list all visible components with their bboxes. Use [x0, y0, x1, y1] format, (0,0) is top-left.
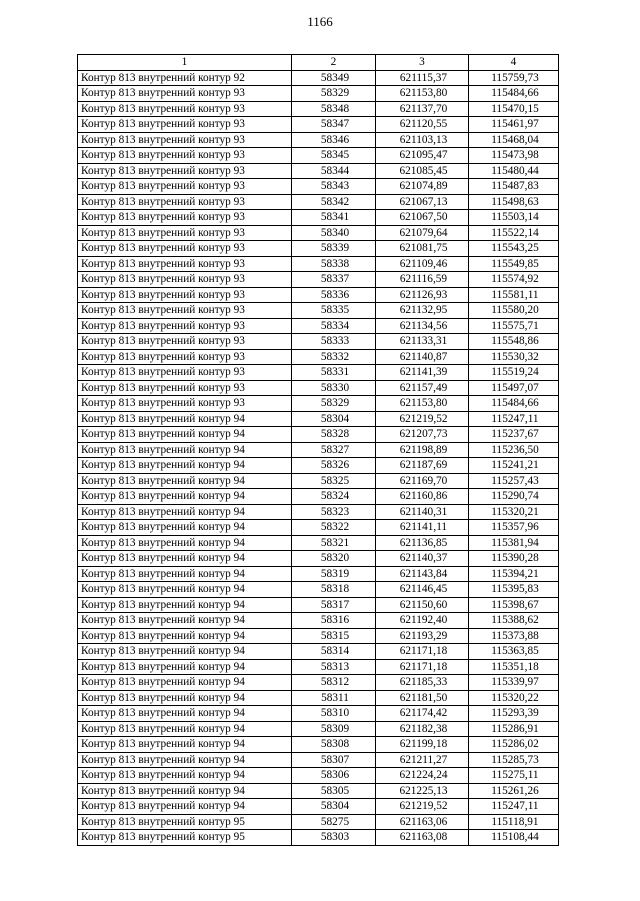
x-coordinate-cell: 621067,13 [376, 194, 469, 210]
table-row [78, 659, 559, 675]
point-number-cell: 58347 [292, 117, 376, 133]
contour-name-cell: Контур 813 внутренний контур 95 [78, 814, 292, 830]
contour-name-cell: Контур 813 внутренний контур 93 [78, 365, 292, 381]
table-row [78, 814, 559, 830]
point-number-cell: 58304 [292, 799, 376, 815]
table-row [78, 737, 559, 753]
contour-name-cell: Контур 813 внутренний контур 93 [78, 318, 292, 334]
y-coordinate-cell: 115290,74 [469, 489, 559, 505]
column-header: 3 [376, 55, 469, 71]
x-coordinate-cell: 621120,55 [376, 117, 469, 133]
x-coordinate-cell: 621207,73 [376, 427, 469, 443]
contour-name-cell: Контур 813 внутренний контур 93 [78, 349, 292, 365]
point-number-cell: 58335 [292, 303, 376, 319]
y-coordinate-cell: 115548,86 [469, 334, 559, 350]
point-number-cell: 58342 [292, 194, 376, 210]
point-number-cell: 58332 [292, 349, 376, 365]
table-row [78, 179, 559, 195]
y-coordinate-cell: 115503,14 [469, 210, 559, 226]
contour-name-cell: Контур 813 внутренний контур 93 [78, 101, 292, 117]
contour-name-cell: Контур 813 внутренний контур 94 [78, 799, 292, 815]
point-number-cell: 58349 [292, 70, 376, 86]
contour-name-cell: Контур 813 внутренний контур 94 [78, 737, 292, 753]
column-header: 2 [292, 55, 376, 71]
x-coordinate-cell: 621219,52 [376, 411, 469, 427]
y-coordinate-cell: 115241,21 [469, 458, 559, 474]
y-coordinate-cell: 115339,97 [469, 675, 559, 691]
x-coordinate-cell: 621225,13 [376, 783, 469, 799]
point-number-cell: 58328 [292, 427, 376, 443]
point-number-cell: 58341 [292, 210, 376, 226]
table-row [78, 597, 559, 613]
contour-name-cell: Контур 813 внутренний контур 94 [78, 535, 292, 551]
point-number-cell: 58329 [292, 396, 376, 412]
x-coordinate-cell: 621171,18 [376, 659, 469, 675]
contour-name-cell: Контур 813 внутренний контур 93 [78, 241, 292, 257]
table-row [78, 241, 559, 257]
y-coordinate-cell: 115543,25 [469, 241, 559, 257]
x-coordinate-cell: 621141,39 [376, 365, 469, 381]
contour-name-cell: Контур 813 внутренний контур 93 [78, 117, 292, 133]
table-row [78, 380, 559, 396]
table-row [78, 396, 559, 412]
x-coordinate-cell: 621134,56 [376, 318, 469, 334]
y-coordinate-cell: 115484,66 [469, 396, 559, 412]
table-row [78, 458, 559, 474]
point-number-cell: 58326 [292, 458, 376, 474]
y-coordinate-cell: 115487,83 [469, 179, 559, 195]
contour-name-cell: Контур 813 внутренний контур 93 [78, 225, 292, 241]
point-number-cell: 58345 [292, 148, 376, 164]
point-number-cell: 58323 [292, 504, 376, 520]
x-coordinate-cell: 621169,70 [376, 473, 469, 489]
y-coordinate-cell: 115285,73 [469, 752, 559, 768]
y-coordinate-cell: 115519,24 [469, 365, 559, 381]
x-coordinate-cell: 621143,84 [376, 566, 469, 582]
x-coordinate-cell: 621150,60 [376, 597, 469, 613]
x-coordinate-cell: 621199,18 [376, 737, 469, 753]
x-coordinate-cell: 621224,24 [376, 768, 469, 784]
x-coordinate-cell: 621181,50 [376, 690, 469, 706]
x-coordinate-cell: 621133,31 [376, 334, 469, 350]
contour-name-cell: Контур 813 внутренний контур 93 [78, 303, 292, 319]
table-row [78, 427, 559, 443]
y-coordinate-cell: 115247,11 [469, 799, 559, 815]
contour-name-cell: Контур 813 внутренний контур 94 [78, 551, 292, 567]
table-row [78, 256, 559, 272]
contour-name-cell: Контур 813 внутренний контур 93 [78, 148, 292, 164]
y-coordinate-cell: 115497,07 [469, 380, 559, 396]
point-number-cell: 58313 [292, 659, 376, 675]
x-coordinate-cell: 621136,85 [376, 535, 469, 551]
table-row [78, 799, 559, 815]
contour-name-cell: Контур 813 внутренний контур 94 [78, 489, 292, 505]
contour-name-cell: Контур 813 внутренний контур 94 [78, 411, 292, 427]
y-coordinate-cell: 115390,28 [469, 551, 559, 567]
contour-name-cell: Контур 813 внутренний контур 94 [78, 721, 292, 737]
x-coordinate-cell: 621163,06 [376, 814, 469, 830]
point-number-cell: 58305 [292, 783, 376, 799]
y-coordinate-cell: 115108,44 [469, 830, 559, 846]
x-coordinate-cell: 621160,86 [376, 489, 469, 505]
contour-name-cell: Контур 813 внутренний контур 93 [78, 132, 292, 148]
column-header: 1 [78, 55, 292, 71]
x-coordinate-cell: 621081,75 [376, 241, 469, 257]
x-coordinate-cell: 621153,80 [376, 86, 469, 102]
y-coordinate-cell: 115470,15 [469, 101, 559, 117]
table-row [78, 272, 559, 288]
contour-name-cell: Контур 813 внутренний контур 94 [78, 644, 292, 660]
table-row [78, 132, 559, 148]
contour-name-cell: Контур 813 внутренний контур 94 [78, 566, 292, 582]
x-coordinate-cell: 621157,49 [376, 380, 469, 396]
y-coordinate-cell: 115581,11 [469, 287, 559, 303]
y-coordinate-cell: 115498,63 [469, 194, 559, 210]
y-coordinate-cell: 115461,97 [469, 117, 559, 133]
table-row [78, 504, 559, 520]
table-row [78, 690, 559, 706]
table-row [78, 163, 559, 179]
y-coordinate-cell: 115320,21 [469, 504, 559, 520]
y-coordinate-cell: 115247,11 [469, 411, 559, 427]
x-coordinate-cell: 621079,64 [376, 225, 469, 241]
point-number-cell: 58318 [292, 582, 376, 598]
y-coordinate-cell: 115275,11 [469, 768, 559, 784]
x-coordinate-cell: 621187,69 [376, 458, 469, 474]
x-coordinate-cell: 621182,38 [376, 721, 469, 737]
point-number-cell: 58317 [292, 597, 376, 613]
y-coordinate-cell: 115484,66 [469, 86, 559, 102]
y-coordinate-cell: 115373,88 [469, 628, 559, 644]
y-coordinate-cell: 115394,21 [469, 566, 559, 582]
table-row [78, 210, 559, 226]
x-coordinate-cell: 621219,52 [376, 799, 469, 815]
contour-name-cell: Контур 813 внутренний контур 93 [78, 380, 292, 396]
x-coordinate-cell: 621132,95 [376, 303, 469, 319]
table-row [78, 675, 559, 691]
table-row [78, 520, 559, 536]
contour-name-cell: Контур 813 внутренний контур 94 [78, 520, 292, 536]
x-coordinate-cell: 621140,37 [376, 551, 469, 567]
point-number-cell: 58307 [292, 752, 376, 768]
point-number-cell: 58320 [292, 551, 376, 567]
x-coordinate-cell: 621067,50 [376, 210, 469, 226]
contour-name-cell: Контур 813 внутренний контур 93 [78, 287, 292, 303]
x-coordinate-cell: 621109,46 [376, 256, 469, 272]
table-row [78, 752, 559, 768]
point-number-cell: 58308 [292, 737, 376, 753]
x-coordinate-cell: 621116,59 [376, 272, 469, 288]
contour-name-cell: Контур 813 внутренний контур 93 [78, 194, 292, 210]
contour-name-cell: Контур 813 внутренний контур 94 [78, 690, 292, 706]
point-number-cell: 58322 [292, 520, 376, 536]
table-row [78, 148, 559, 164]
y-coordinate-cell: 115381,94 [469, 535, 559, 551]
contour-name-cell: Контур 813 внутренний контур 94 [78, 628, 292, 644]
point-number-cell: 58334 [292, 318, 376, 334]
table-row [78, 551, 559, 567]
x-coordinate-cell: 621211,27 [376, 752, 469, 768]
contour-name-cell: Контур 813 внутренний контур 93 [78, 86, 292, 102]
table-row [78, 566, 559, 582]
point-number-cell: 58340 [292, 225, 376, 241]
contour-name-cell: Контур 813 внутренний контур 92 [78, 70, 292, 86]
y-coordinate-cell: 115257,43 [469, 473, 559, 489]
table-row [78, 86, 559, 102]
point-number-cell: 58330 [292, 380, 376, 396]
contour-name-cell: Контур 813 внутренний контур 93 [78, 272, 292, 288]
table-row [78, 830, 559, 846]
y-coordinate-cell: 115480,44 [469, 163, 559, 179]
point-number-cell: 58336 [292, 287, 376, 303]
point-number-cell: 58338 [292, 256, 376, 272]
x-coordinate-cell: 621192,40 [376, 613, 469, 629]
x-coordinate-cell: 621141,11 [376, 520, 469, 536]
y-coordinate-cell: 115580,20 [469, 303, 559, 319]
contour-name-cell: Контур 813 внутренний контур 94 [78, 768, 292, 784]
y-coordinate-cell: 115759,73 [469, 70, 559, 86]
contour-name-cell: Контур 813 внутренний контур 94 [78, 473, 292, 489]
x-coordinate-cell: 621174,42 [376, 706, 469, 722]
contour-name-cell: Контур 813 внутренний контур 93 [78, 396, 292, 412]
point-number-cell: 58303 [292, 830, 376, 846]
y-coordinate-cell: 115468,04 [469, 132, 559, 148]
x-coordinate-cell: 621171,18 [376, 644, 469, 660]
point-number-cell: 58331 [292, 365, 376, 381]
y-coordinate-cell: 115395,83 [469, 582, 559, 598]
contour-name-cell: Контур 813 внутренний контур 93 [78, 256, 292, 272]
point-number-cell: 58306 [292, 768, 376, 784]
y-coordinate-cell: 115293,39 [469, 706, 559, 722]
point-number-cell: 58346 [292, 132, 376, 148]
point-number-cell: 58314 [292, 644, 376, 660]
point-number-cell: 58319 [292, 566, 376, 582]
point-number-cell: 58344 [292, 163, 376, 179]
y-coordinate-cell: 115388,62 [469, 613, 559, 629]
x-coordinate-cell: 621126,93 [376, 287, 469, 303]
table-row [78, 535, 559, 551]
contour-name-cell: Контур 813 внутренний контур 94 [78, 597, 292, 613]
point-number-cell: 58310 [292, 706, 376, 722]
table-row [78, 411, 559, 427]
point-number-cell: 58327 [292, 442, 376, 458]
contour-name-cell: Контур 813 внутренний контур 94 [78, 752, 292, 768]
table-row [78, 442, 559, 458]
x-coordinate-cell: 621140,31 [376, 504, 469, 520]
table-row [78, 117, 559, 133]
y-coordinate-cell: 115575,71 [469, 318, 559, 334]
y-coordinate-cell: 115236,50 [469, 442, 559, 458]
x-coordinate-cell: 621193,29 [376, 628, 469, 644]
point-number-cell: 58275 [292, 814, 376, 830]
table-row [78, 489, 559, 505]
table-row [78, 70, 559, 86]
table-row [78, 721, 559, 737]
table-body [78, 70, 559, 845]
y-coordinate-cell: 115398,67 [469, 597, 559, 613]
point-number-cell: 58304 [292, 411, 376, 427]
contour-name-cell: Контур 813 внутренний контур 94 [78, 504, 292, 520]
contour-name-cell: Контур 813 внутренний контур 93 [78, 334, 292, 350]
point-number-cell: 58348 [292, 101, 376, 117]
table-row [78, 101, 559, 117]
point-number-cell: 58329 [292, 86, 376, 102]
x-coordinate-cell: 621103,13 [376, 132, 469, 148]
y-coordinate-cell: 115286,91 [469, 721, 559, 737]
table-row [78, 783, 559, 799]
x-coordinate-cell: 621163,08 [376, 830, 469, 846]
y-coordinate-cell: 115118,91 [469, 814, 559, 830]
x-coordinate-cell: 621115,37 [376, 70, 469, 86]
point-number-cell: 58325 [292, 473, 376, 489]
contour-name-cell: Контур 813 внутренний контур 94 [78, 442, 292, 458]
table-row [78, 706, 559, 722]
point-number-cell: 58333 [292, 334, 376, 350]
contour-name-cell: Контур 813 внутренний контур 93 [78, 210, 292, 226]
contour-name-cell: Контур 813 внутренний контур 94 [78, 659, 292, 675]
y-coordinate-cell: 115549,85 [469, 256, 559, 272]
point-number-cell: 58337 [292, 272, 376, 288]
x-coordinate-cell: 621185,33 [376, 675, 469, 691]
point-number-cell: 58316 [292, 613, 376, 629]
y-coordinate-cell: 115363,85 [469, 644, 559, 660]
point-number-cell: 58343 [292, 179, 376, 195]
y-coordinate-cell: 115320,22 [469, 690, 559, 706]
table-row [78, 644, 559, 660]
contour-name-cell: Контур 813 внутренний контур 93 [78, 179, 292, 195]
y-coordinate-cell: 115286,02 [469, 737, 559, 753]
point-number-cell: 58315 [292, 628, 376, 644]
x-coordinate-cell: 621146,45 [376, 582, 469, 598]
contour-name-cell: Контур 813 внутренний контур 94 [78, 706, 292, 722]
table-row [78, 768, 559, 784]
x-coordinate-cell: 621095,47 [376, 148, 469, 164]
point-number-cell: 58309 [292, 721, 376, 737]
x-coordinate-cell: 621074,89 [376, 179, 469, 195]
contour-name-cell: Контур 813 внутренний контур 94 [78, 458, 292, 474]
x-coordinate-cell: 621153,80 [376, 396, 469, 412]
point-number-cell: 58321 [292, 535, 376, 551]
point-number-cell: 58324 [292, 489, 376, 505]
table-row [78, 613, 559, 629]
table-row [78, 582, 559, 598]
contour-name-cell: Контур 813 внутренний контур 94 [78, 582, 292, 598]
x-coordinate-cell: 621198,89 [376, 442, 469, 458]
coordinates-table [77, 54, 559, 846]
table-row [78, 349, 559, 365]
contour-name-cell: Контур 813 внутренний контур 94 [78, 427, 292, 443]
table-row [78, 303, 559, 319]
table-row [78, 334, 559, 350]
table-row [78, 318, 559, 334]
x-coordinate-cell: 621137,70 [376, 101, 469, 117]
table-row [78, 473, 559, 489]
y-coordinate-cell: 115574,92 [469, 272, 559, 288]
y-coordinate-cell: 115473,98 [469, 148, 559, 164]
y-coordinate-cell: 115530,32 [469, 349, 559, 365]
point-number-cell: 58311 [292, 690, 376, 706]
page-number: 1166 [307, 14, 333, 29]
y-coordinate-cell: 115522,14 [469, 225, 559, 241]
x-coordinate-cell: 621140,87 [376, 349, 469, 365]
contour-name-cell: Контур 813 внутренний контур 93 [78, 163, 292, 179]
point-number-cell: 58339 [292, 241, 376, 257]
column-header: 4 [469, 55, 559, 71]
y-coordinate-cell: 115237,67 [469, 427, 559, 443]
table-header-row [78, 55, 559, 71]
contour-name-cell: Контур 813 внутренний контур 94 [78, 783, 292, 799]
y-coordinate-cell: 115261,26 [469, 783, 559, 799]
y-coordinate-cell: 115357,96 [469, 520, 559, 536]
table-row [78, 225, 559, 241]
table-row [78, 194, 559, 210]
contour-name-cell: Контур 813 внутренний контур 95 [78, 830, 292, 846]
contour-name-cell: Контур 813 внутренний контур 94 [78, 613, 292, 629]
table-row [78, 365, 559, 381]
contour-name-cell: Контур 813 внутренний контур 94 [78, 675, 292, 691]
table-row [78, 628, 559, 644]
table-row [78, 287, 559, 303]
x-coordinate-cell: 621085,45 [376, 163, 469, 179]
y-coordinate-cell: 115351,18 [469, 659, 559, 675]
point-number-cell: 58312 [292, 675, 376, 691]
